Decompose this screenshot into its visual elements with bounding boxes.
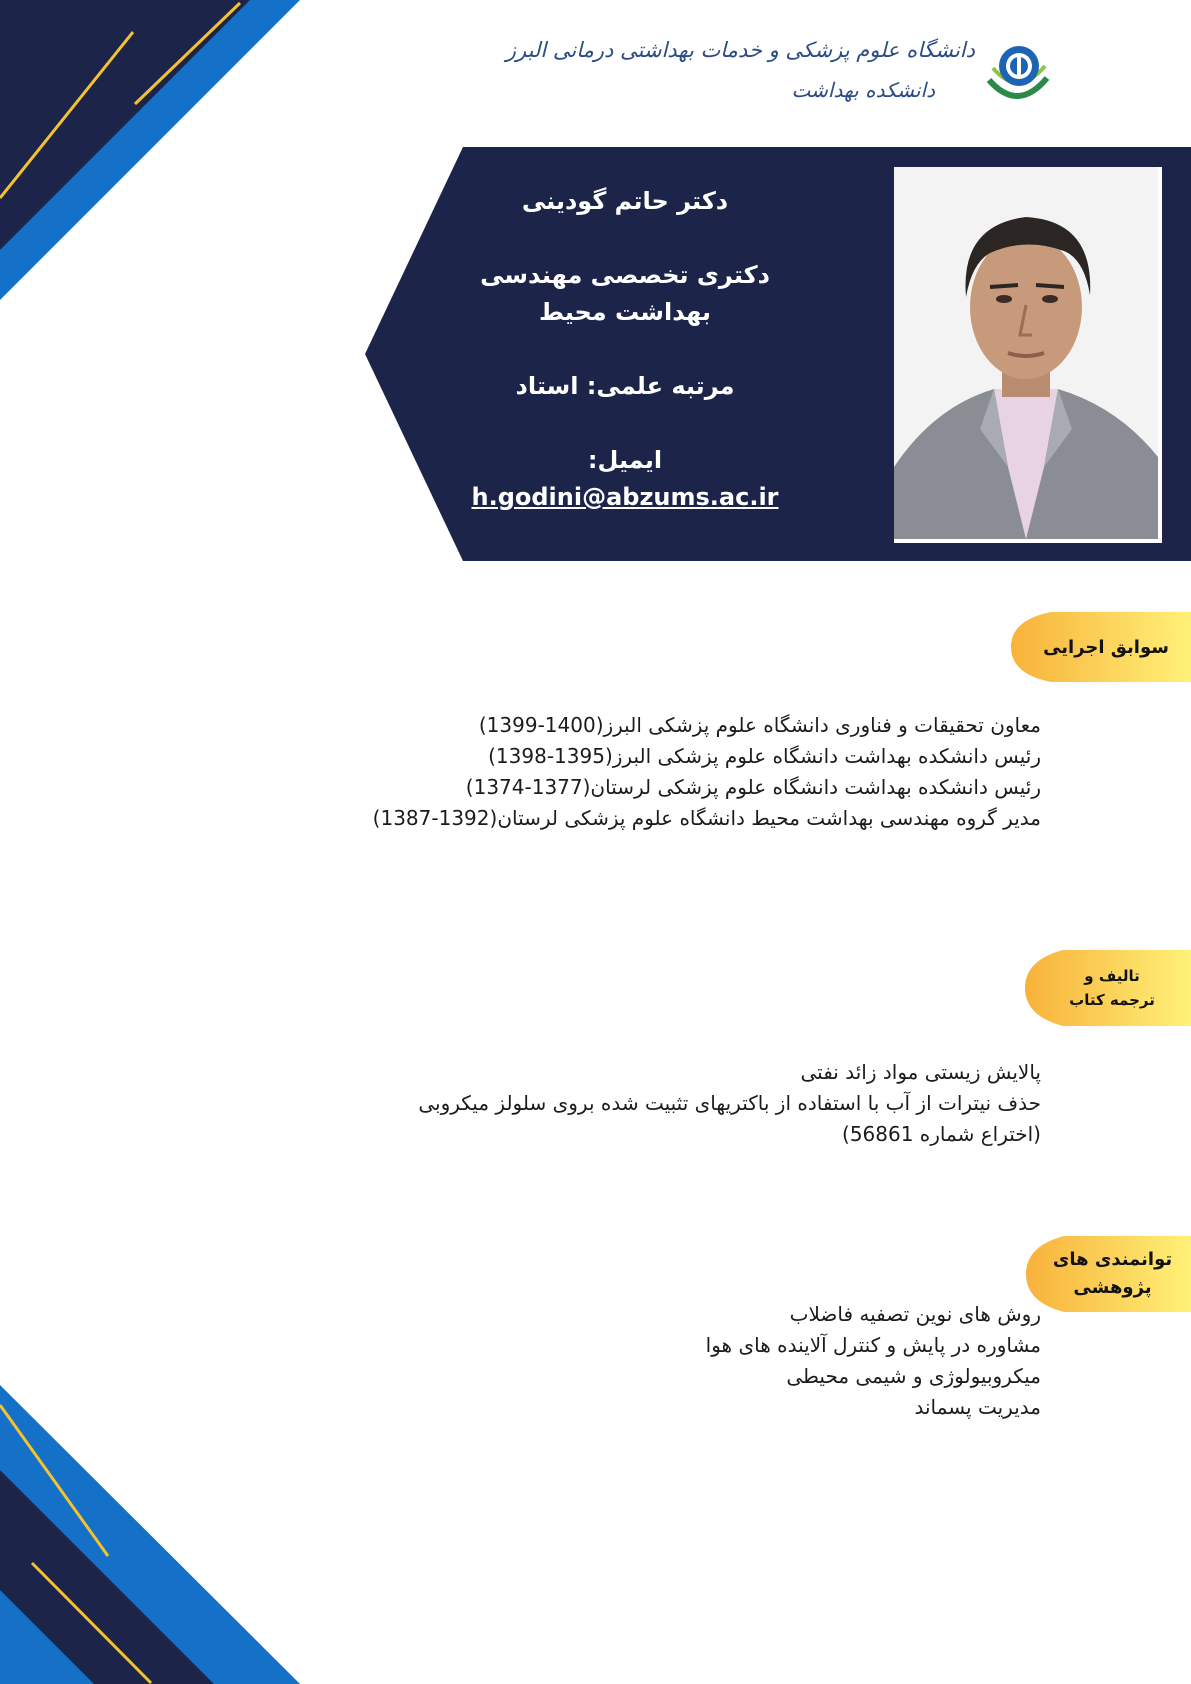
list-item: حذف نیترات از آب با استفاده از باکتریهای تثبیت شده بروی سلولز میکروبی [418,1091,1041,1115]
logo-university-name: دانشگاه علوم پزشکی و خدمات بهداشتی درمانی البرز [505,38,975,62]
list-item: میکروبیولوژی و شیمی محیطی [786,1364,1041,1388]
profile-banner [365,147,1191,561]
profile-degree-line1: دکتری تخصصی مهندسی [480,261,770,289]
research-capabilities-list [706,1299,1041,1423]
list-item: مشاوره در پایش و کنترل آلاینده های هوا [705,1333,1041,1357]
profile-degree-line2: بهداشت محیط [539,298,711,326]
profile-photo [894,167,1158,539]
profile-name: دکتر حاتم گودینی [521,187,729,215]
section-title-books-line1: تالیف و [1084,967,1140,985]
list-item: روش های نوین تصفیه فاضلاب [789,1302,1041,1326]
list-item: پالایش زیستی مواد زائد نفتی [800,1060,1041,1084]
section-title-executive: سوابق اجرایی [1043,636,1169,658]
section-title-research-line1: توانمندی های [1052,1249,1173,1270]
list-item: رئیس دانشکده بهداشت دانشگاه علوم پزشکی البرز(1395-1398) [488,744,1041,768]
profile-rank: مرتبه علمی: استاد [515,372,735,400]
profile-photo-frame [894,167,1162,543]
list-item: مدیر گروه مهندسی بهداشت محیط دانشگاه علوم پزشکی لرستان(1392-1387) [372,806,1041,830]
list-item: (اختراع شماره 56861) [842,1122,1041,1146]
university-logo [505,30,1055,120]
books-list [418,1057,1041,1150]
tab-executive-records [1011,612,1191,682]
profile-email-link[interactable]: h.godini@abzums.ac.ir [471,483,779,511]
executive-records-list [373,710,1041,834]
university-emblem-icon [983,38,1053,108]
tab-books [1025,950,1191,1026]
tab-research-capabilities [1026,1236,1191,1312]
section-title-research-line2: پژوهشی [1073,1277,1152,1298]
logo-faculty-name: دانشکده بهداشت [791,78,935,102]
profile-email-label: ایمیل: [587,446,663,474]
profile-info [465,183,785,516]
list-item: رئیس دانشکده بهداشت دانشگاه علوم پزشکی لرستان(1377-1374) [465,775,1041,799]
list-item: معاون تحقیقات و فناوری دانشگاه علوم پزشکی البرز(1400-1399) [478,713,1041,737]
list-item: مدیریت پسماند [914,1395,1041,1419]
section-title-books-line2: ترجمه کتاب [1069,991,1155,1009]
